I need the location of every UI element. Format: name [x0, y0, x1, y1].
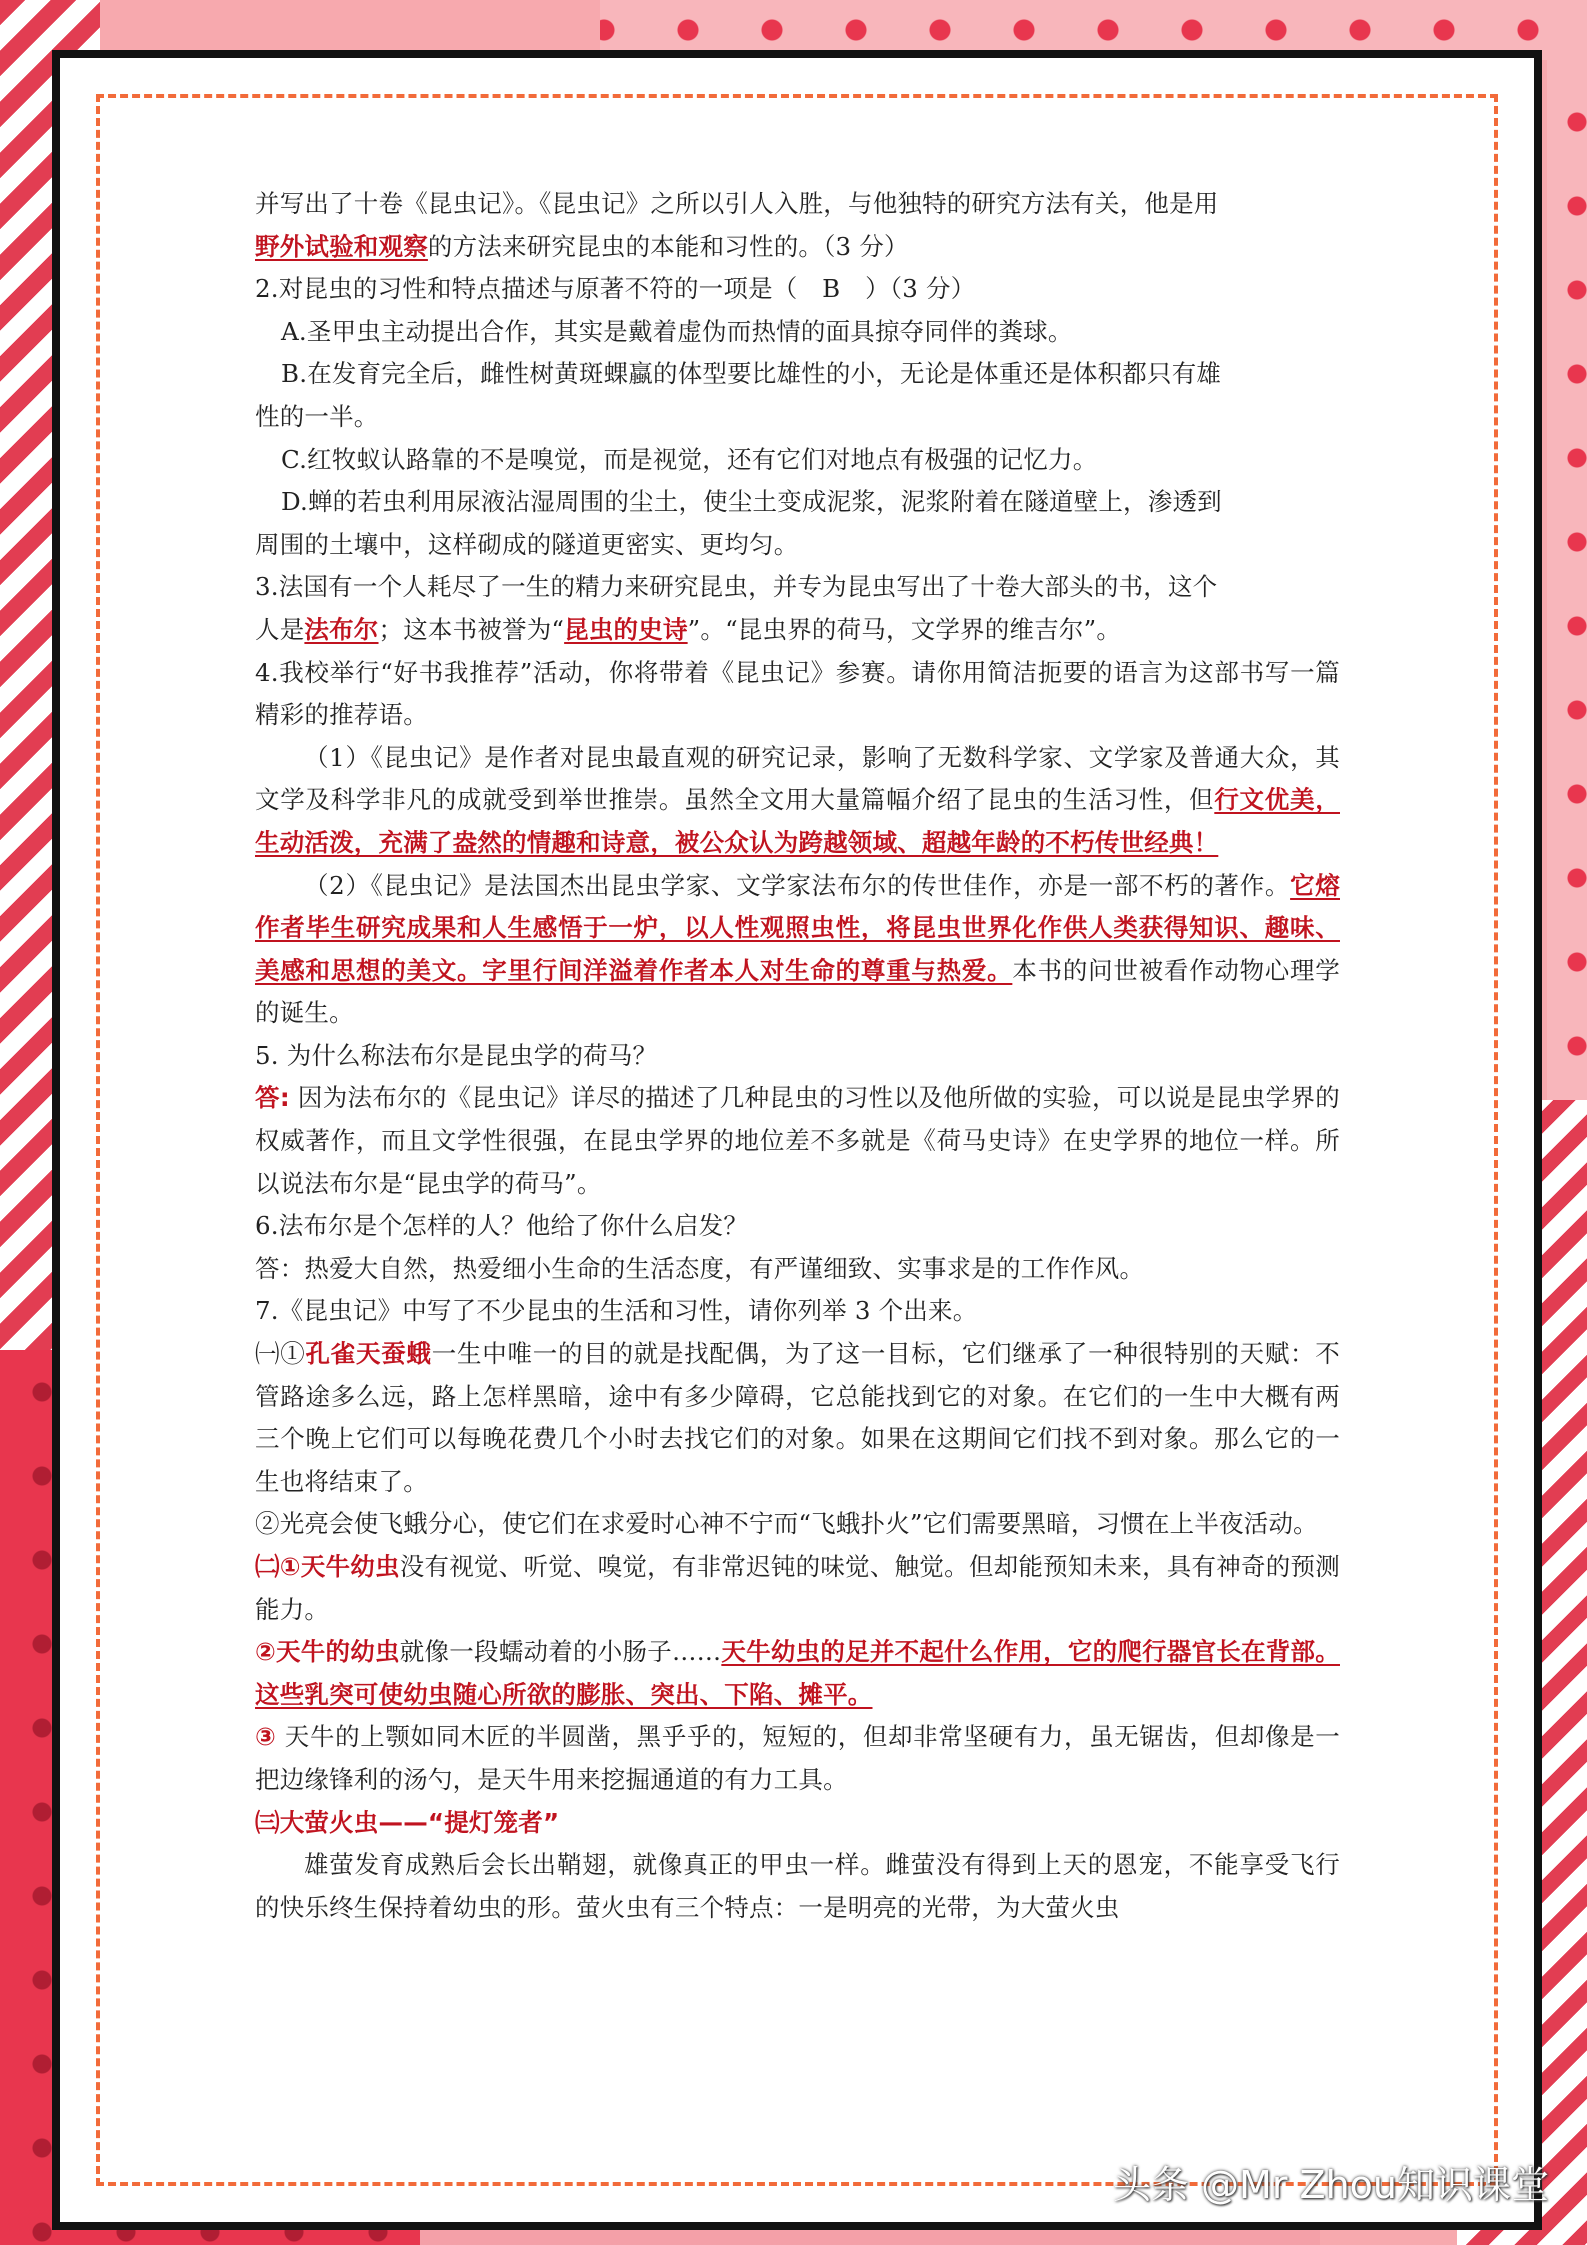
q6-answer: 答：热爱大自然，热爱细小生命的生活态度，有严谨细致、实事求是的工作作风。 [255, 1253, 1145, 1283]
q3-text-2: ；这本书被誉为“ [378, 614, 565, 644]
option-d-2: 周围的土壤中，这样砌成的隧道更密实、更均匀。 [255, 529, 799, 559]
q4-answer-2 [255, 865, 1340, 1035]
decor-right-dots [1547, 60, 1587, 1100]
q4-2-highlight: 它熔作者毕生研究成果和人生感悟于一炉，以人性观照虫性，将昆虫世界化作供人类获得知识、趣味、美感和思想的美文。字里行间洋溢着作者本人对生命的尊重与热爱。 [255, 870, 1340, 985]
q4-2-text: （2）《昆虫记》是法国杰出昆虫学家、文学家法布尔的传世佳作，亦是一部不朽的著作。 [304, 870, 1291, 900]
document-text [255, 183, 1340, 1929]
q4-2-tail: 本书的问世被看作动物心理学的诞生。 [255, 955, 1340, 1028]
line-2-rest: 的方法来研究昆虫的本能和习性的。（3 分） [427, 231, 909, 261]
q7-item-2 [255, 1546, 1340, 1631]
option-c: C.红牧蚁认路靠的不是嗅觉，而是视觉，还有它们对地点有极强的记忆力。 [281, 444, 1098, 474]
answer-method: 野外试验和观察 [255, 231, 428, 261]
question-2: 2.对昆虫的习性和特点描述与原著不符的一项是（ B ）（3 分） [255, 274, 976, 304]
answer-epic: 昆虫的史诗 [564, 614, 688, 644]
question-3-1: 3.法国有一个人耗尽了一生的精力来研究昆虫，并专为昆虫写出了十卷大部头的书，这个 [255, 572, 1218, 602]
insect-peacock-moth: 孔雀天蚕蛾 [305, 1339, 432, 1369]
question-4: 4.我校举行“好书我推荐”活动，你将带着《昆虫记》参赛。请你用简洁扼要的语言为这部书写一篇精彩的推荐语。 [255, 657, 1340, 730]
answer-label: 答: [255, 1083, 290, 1113]
q7-2-2-text: 就像一段蠕动着的小肠子…… [399, 1637, 722, 1667]
q7-item-3-title: ㈢大萤火虫——“提灯笼者” [255, 1807, 560, 1837]
question-5: 5. 为什么称法布尔是昆虫学的荷马？ [255, 1040, 658, 1070]
q7-item-1-2: ②光亮会使飞蛾分心，使它们在求爱时心神不宁而“飞蛾扑火”它们需要黑暗，习惯在上半夜活动。 [255, 1509, 1318, 1539]
q5-answer [255, 1077, 1340, 1205]
option-a: A.圣甲虫主动提出合作，其实是戴着虚伪而热情的面具掠夺同伴的粪球。 [281, 316, 1073, 346]
q7-2-text: 没有视觉、听觉、嗅觉，有非常迟钝的味觉、触觉。但却能预知未来，具有神奇的预测能力。 [255, 1552, 1340, 1624]
question-7: 7.《昆虫记》中写了不少昆虫的生活和习性，请你列举 3 个出来。 [255, 1296, 978, 1326]
answer-fabre: 法布尔 [304, 614, 379, 644]
q3-text-3: ”。“昆虫界的荷马，文学界的维吉尔”。 [687, 614, 1122, 644]
watermark: 头条 @Mr Zhou知识课堂 [1112, 2163, 1549, 2207]
q7-2-2-highlight: 天牛幼虫的足并不起什么作用，它的爬行器官长在背部。这些乳突可使幼虫随心所欲的膨胀、突出、下陷、摊平。 [255, 1637, 1340, 1709]
insect-longhorn-larva: ㈡①天牛幼虫 [255, 1552, 400, 1581]
q7-item-2-2 [255, 1631, 1340, 1716]
q7-item-3-text: 雄萤发育成熟后会长出鞘翅，就像真正的甲虫一样。雌萤没有得到上天的恩宠，不能享受飞行的快乐终生保持着幼虫的形。萤火虫有三个特点：一是明亮的光带，为大萤火虫 [255, 1850, 1340, 1922]
q7-1-mark: ㈠① [255, 1339, 306, 1369]
line-2 [255, 226, 1340, 269]
option-b-2: 性的一半。 [255, 401, 379, 431]
q7-item-2-3 [255, 1716, 1340, 1801]
q4-1-highlight: 行文优美，生动活泼，充满了盎然的情趣和诗意，被公众认为跨越领域、超越年龄的不朽传世经典！ [255, 785, 1340, 857]
line-1: 并写出了十卷《昆虫记》。《昆虫记》之所以引人入胜，与他独特的研究方法有关，他是用 [255, 189, 1219, 218]
q4-answer-1 [255, 737, 1340, 865]
q7-item-1 [255, 1333, 1340, 1503]
q7-2-3-mark: ③ [255, 1722, 277, 1752]
q7-2-2-label: ②天牛的幼虫 [255, 1637, 400, 1667]
q7-2-3-text: 天牛的上颚如同木匠的半圆凿，黑乎乎的，短短的，但却非常坚硬有力，虽无锯齿，但却像是一把边缘锋利的汤勺，是天牛用来挖掘通道的有力工具。 [255, 1722, 1340, 1794]
q7-1-text: 一生中唯一的目的就是找配偶，为了这一目标，它们继承了一种很特别的天赋：不管路途多么远，路上怎样黑暗，途中有多少障碍，它总能找到它的对象。在它们的一生中大概有两三个晚上它们可以每晚花费几个小时去找它们的对象。如果在这期间它们找不到对象。那么它的一生也将结束了。 [255, 1339, 1341, 1496]
q5-answer-text: 因为法布尔的《昆虫记》详尽的描述了几种昆虫的习性以及他所做的实验，可以说是昆虫学界的权威著作，而且文学性很强，在昆虫学界的地位差不多就是《荷马史诗》在史学界的地位一样。所以说法布尔是“昆虫学的荷马”。 [255, 1083, 1340, 1198]
question-6: 6.法布尔是个怎样的人？他给了你什么启发？ [255, 1211, 749, 1241]
q4-1-text: （1）《昆虫记》是作者对昆虫最直观的研究记录，影响了无数科学家、文学家及普通大众，其文学及科学非凡的成就受到举世推崇。虽然全文用大量篇幅介绍了昆虫的生活习性，但 [255, 742, 1340, 815]
question-3-2 [255, 609, 1340, 652]
q3-text-1: 人是 [255, 614, 305, 644]
option-d-1: D.蝉的若虫利用尿液沾湿周围的尘土，使尘土变成泥浆，泥浆附着在隧道壁上，渗透到 [281, 487, 1222, 517]
option-b-1: B.在发育完全后，雌性树黄斑蜾蠃的体型要比雄性的小，无论是体重还是体积都只有雄 [281, 359, 1222, 389]
